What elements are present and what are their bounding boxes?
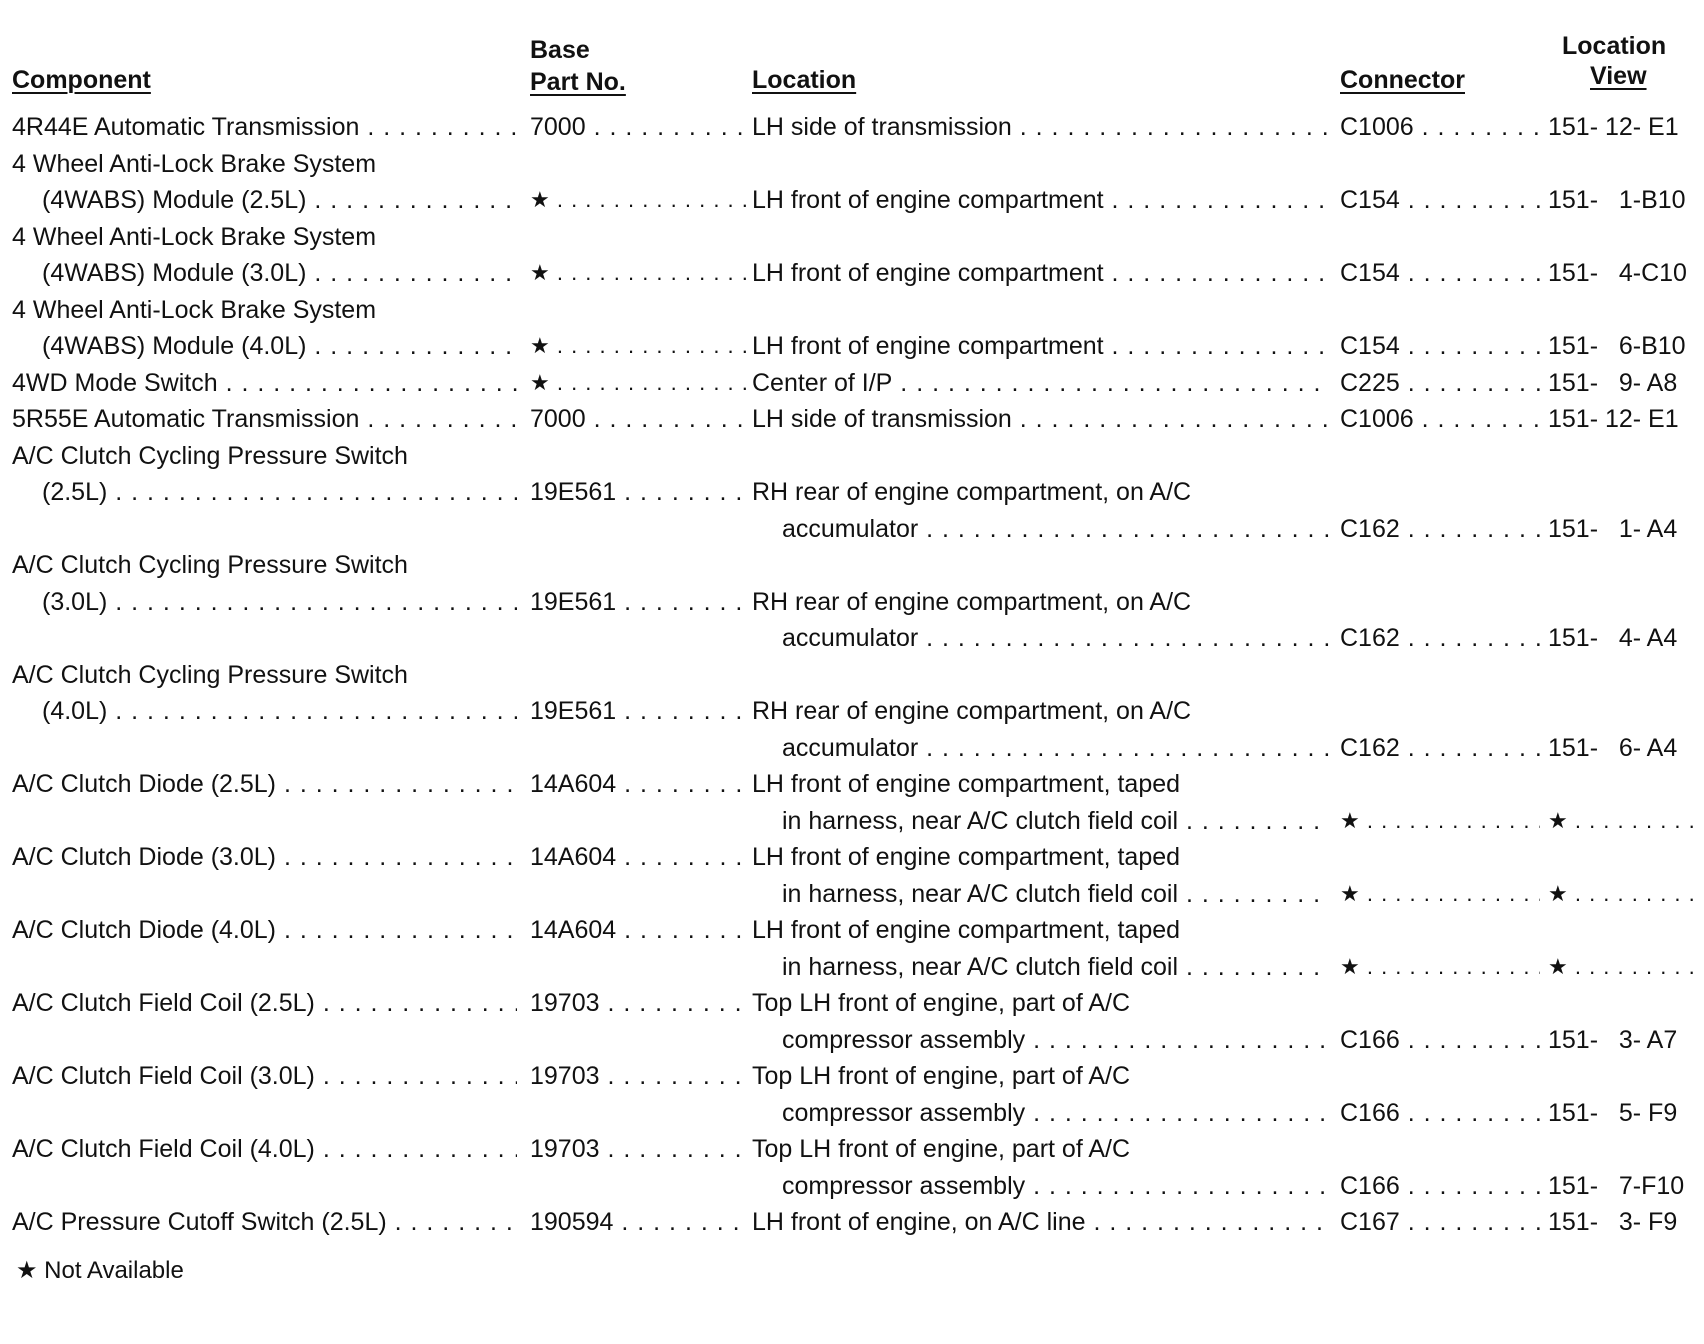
cell-connector: C1006 . . . [1340, 109, 1540, 146]
component-table [0, 109, 1704, 1241]
cell-location-view: 151- 3- F9 [1548, 1208, 1678, 1236]
cell-location-view: ★ . . . [1548, 949, 1700, 986]
header-location: Location [752, 66, 857, 94]
cell-location: compressor assembly . . . [782, 1095, 1330, 1132]
table-row [0, 182, 1704, 219]
cell-base-part-no: 7000 . . . [530, 401, 747, 438]
cell-location-view: 151- 12- E1 [1548, 113, 1679, 141]
cell-connector: C167 . . . [1340, 1204, 1540, 1241]
cell-connector: ★ . . . [1340, 876, 1540, 913]
table-header [0, 0, 1704, 110]
cell-connector: C166 . . . [1340, 1095, 1540, 1132]
cell-location-view: 151- 1-B10 [1548, 186, 1686, 214]
cell-location: Top LH front of engine, part of A/C [752, 989, 1131, 1017]
cell-location: Top LH front of engine, part of A/C [752, 1062, 1131, 1090]
cell-component: (4WABS) Module (2.5L) . . . [42, 182, 517, 219]
cell-connector: C1006 . . . [1340, 401, 1540, 438]
cell-base-part-no: ★ . . . [530, 365, 747, 402]
cell-location: in harness, near A/C clutch field coil . . . [782, 949, 1330, 986]
cell-base-part-no: 19703 . . . [530, 1131, 747, 1168]
table-row [0, 985, 1704, 1022]
cell-location-view: 151- 7-F10 [1548, 1171, 1685, 1200]
table-row [0, 803, 1704, 840]
cell-component: A/C Clutch Cycling Pressure Switch [12, 660, 408, 689]
table-row [0, 730, 1704, 767]
cell-location: LH front of engine compartment . . . [752, 255, 1330, 292]
table-row [0, 876, 1704, 913]
cell-location-view: 151- 3- A7 [1548, 1025, 1678, 1054]
cell-base-part-no: 190594 . . . [530, 1204, 747, 1241]
cell-base-part-no: 14A604 . . . [530, 766, 747, 803]
cell-component: A/C Clutch Cycling Pressure Switch [12, 441, 408, 470]
table-row [0, 693, 1704, 730]
cell-location-view: 151- 5- F9 [1548, 1098, 1678, 1127]
cell-location: RH rear of engine compartment, on A/C [752, 478, 1192, 506]
cell-base-part-no: 14A604 . . . [530, 839, 747, 876]
table-row [0, 912, 1704, 949]
table-row [0, 766, 1704, 803]
table-row [0, 1095, 1704, 1132]
cell-location: LH front of engine, on A/C line . . . [752, 1204, 1330, 1241]
cell-component: 4 Wheel Anti-Lock Brake System [12, 295, 377, 324]
cell-component: A/C Clutch Diode (2.5L) . . . [12, 766, 517, 803]
cell-base-part-no: 14A604 . . . [530, 912, 747, 949]
cell-component: A/C Pressure Cutoff Switch (2.5L) . . . [12, 1204, 517, 1241]
cell-location: LH front of engine compartment, taped [752, 916, 1181, 944]
cell-component: A/C Clutch Field Coil (3.0L) . . . [12, 1058, 517, 1095]
cell-location-view: ★ . . . [1548, 803, 1700, 840]
cell-base-part-no: 19E561 . . . [530, 474, 747, 511]
table-row [0, 219, 1704, 256]
cell-connector: C225 . . . [1340, 365, 1540, 402]
cell-location-view: 151- 12- E1 [1548, 405, 1679, 433]
cell-component: 4 Wheel Anti-Lock Brake System [12, 149, 377, 178]
cell-base-part-no: ★ . . . [530, 328, 747, 365]
cell-location: LH side of transmission . . . [752, 401, 1330, 438]
header-connector: Connector [1340, 66, 1465, 94]
cell-location: accumulator . . . [782, 511, 1330, 548]
cell-base-part-no: 19E561 . . . [530, 693, 747, 730]
cell-component: 4WD Mode Switch . . . [12, 365, 517, 402]
cell-location-view: 151- 4- A4 [1548, 624, 1678, 652]
cell-location-view: 151- 6- A4 [1548, 733, 1678, 762]
table-row [0, 1022, 1704, 1059]
table-row [0, 547, 1704, 584]
cell-component: 4 Wheel Anti-Lock Brake System [12, 222, 377, 251]
table-row [0, 1131, 1704, 1168]
cell-component: 5R55E Automatic Transmission . . . [12, 401, 517, 438]
table-row [0, 292, 1704, 329]
table-row [0, 620, 1704, 657]
table-row [0, 1204, 1704, 1241]
cell-component: (2.5L) . . . [42, 474, 517, 511]
cell-base-part-no: 19703 . . . [530, 1058, 747, 1095]
table-row [0, 474, 1704, 511]
cell-component: (3.0L) . . . [42, 584, 517, 621]
cell-connector: C154 . . . [1340, 255, 1540, 292]
cell-connector: C154 . . . [1340, 328, 1540, 365]
header-view: View [1590, 62, 1647, 90]
table-row [0, 839, 1704, 876]
table-row [0, 255, 1704, 292]
footnote-not-available: ★ Not Available [16, 1257, 184, 1284]
cell-location: LH front of engine compartment . . . [752, 328, 1330, 365]
table-row [0, 1168, 1704, 1205]
cell-component: A/C Clutch Cycling Pressure Switch [12, 551, 408, 579]
header-view-line1: Location [1562, 32, 1667, 60]
cell-location-view: 151- 4-C10 [1548, 259, 1687, 287]
cell-component: (4.0L) . . . [42, 693, 517, 730]
cell-connector: ★ . . . [1340, 803, 1540, 840]
table-row [0, 511, 1704, 548]
cell-component: A/C Clutch Diode (3.0L) . . . [12, 839, 517, 876]
cell-base-part-no: 19E561 . . . [530, 584, 747, 621]
cell-location: in harness, near A/C clutch field coil . . . [782, 803, 1330, 840]
table-row [0, 657, 1704, 694]
table-row [0, 584, 1704, 621]
cell-location: RH rear of engine compartment, on A/C [752, 587, 1192, 616]
cell-base-part-no: ★ . . . [530, 255, 747, 292]
cell-base-part-no: 19703 . . . [530, 985, 747, 1022]
cell-location: Top LH front of engine, part of A/C [752, 1135, 1131, 1163]
table-row [0, 1058, 1704, 1095]
cell-location: RH rear of engine compartment, on A/C [752, 697, 1192, 725]
cell-location: LH side of transmission . . . [752, 109, 1330, 146]
cell-location: LH front of engine compartment . . . [752, 182, 1330, 219]
table-row [0, 401, 1704, 438]
table-row [0, 949, 1704, 986]
cell-location: Center of I/P . . . [752, 365, 1330, 402]
cell-connector: C162 . . . [1340, 620, 1540, 657]
header-part-no: Part No. [530, 68, 626, 96]
cell-connector: C154 . . . [1340, 182, 1540, 219]
cell-location: LH front of engine compartment, taped [752, 770, 1181, 798]
cell-location-view: 151- 9- A8 [1548, 368, 1678, 397]
cell-location-view: 151- 6-B10 [1548, 332, 1686, 360]
cell-base-part-no: 7000 . . . [530, 109, 747, 146]
cell-location: accumulator . . . [782, 620, 1330, 657]
header-component: Component [12, 66, 151, 94]
cell-location: compressor assembly . . . [782, 1022, 1330, 1059]
cell-component: A/C Clutch Diode (4.0L) . . . [12, 912, 517, 949]
header-base-line1: Base [530, 36, 590, 64]
cell-location: LH front of engine compartment, taped [752, 843, 1181, 871]
table-row [0, 438, 1704, 475]
cell-base-part-no: ★ . . . [530, 182, 747, 219]
cell-component: (4WABS) Module (3.0L) . . . [42, 255, 517, 292]
cell-component: 4R44E Automatic Transmission . . . [12, 109, 517, 146]
cell-location-view: 151- 1- A4 [1548, 514, 1678, 543]
table-row [0, 109, 1704, 146]
cell-connector: C166 . . . [1340, 1168, 1540, 1205]
cell-location-view: ★ . . . [1548, 876, 1700, 913]
cell-component: A/C Clutch Field Coil (2.5L) . . . [12, 985, 517, 1022]
cell-connector: C162 . . . [1340, 511, 1540, 548]
table-row [0, 328, 1704, 365]
cell-component: A/C Clutch Field Coil (4.0L) . . . [12, 1131, 517, 1168]
cell-connector: ★ . . . [1340, 949, 1540, 986]
cell-location: in harness, near A/C clutch field coil . . . [782, 876, 1330, 913]
cell-component: (4WABS) Module (4.0L) . . . [42, 328, 517, 365]
table-row [0, 365, 1704, 402]
cell-connector: C166 . . . [1340, 1022, 1540, 1059]
cell-location: accumulator . . . [782, 730, 1330, 767]
cell-connector: C162 . . . [1340, 730, 1540, 767]
table-row [0, 146, 1704, 183]
cell-location: compressor assembly . . . [782, 1168, 1330, 1205]
